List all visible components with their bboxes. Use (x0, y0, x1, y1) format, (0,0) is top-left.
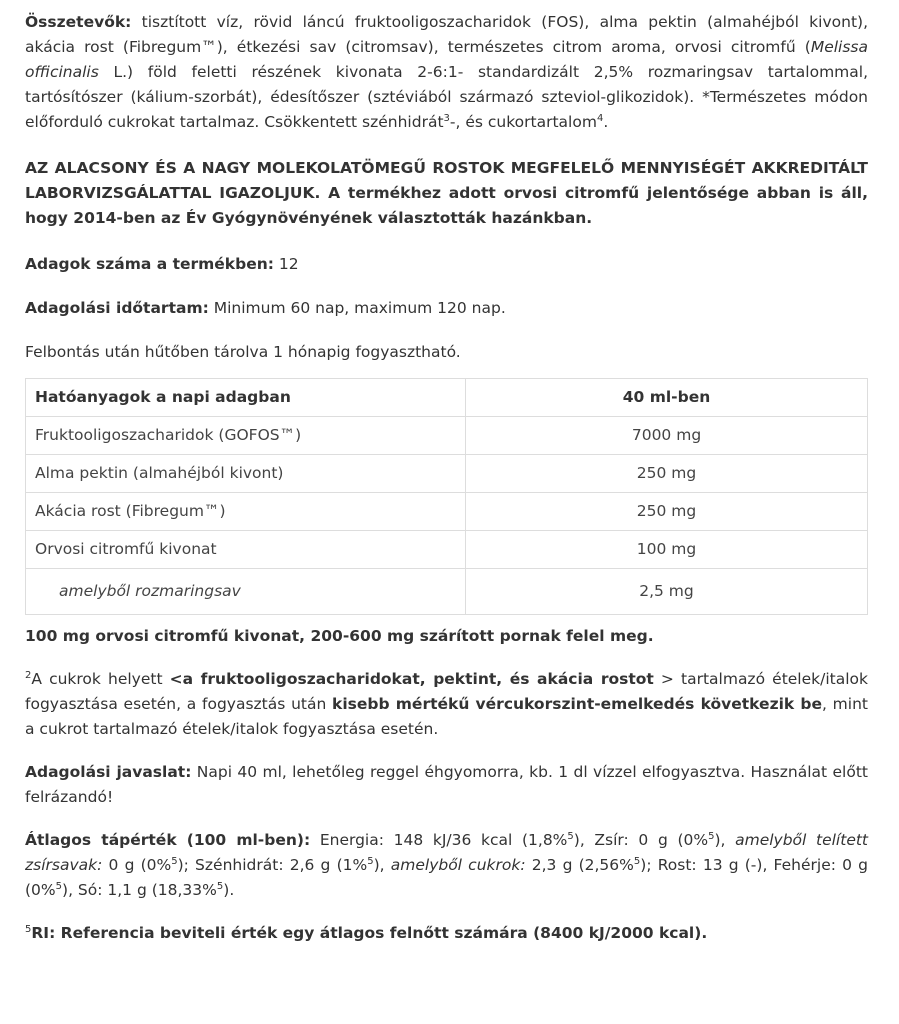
table-cell-value: 250 mg (466, 455, 868, 493)
footnote-5-text: RI: Referencia beviteli érték egy átlagos felnőtt számára (8400 kJ/2000 kcal). (31, 924, 708, 942)
table-row (26, 417, 868, 455)
active-ingredients-table (25, 378, 868, 615)
dosage-paragraph (25, 760, 868, 810)
duration-value: Minimum 60 nap, maximum 120 nap. (208, 299, 506, 317)
table-header-value: 40 ml-ben (466, 379, 868, 417)
footnote-ref-5: 5 (633, 855, 641, 867)
footnote-ref-3: 3 (443, 112, 450, 124)
servings-line (25, 252, 868, 277)
footnote-ref-5: 5 (171, 855, 178, 867)
footnote-ref-4: 4 (596, 112, 604, 124)
lab-statement (25, 156, 868, 231)
nutrition-text: ). (223, 881, 235, 899)
nutrition-italic: amelyből cukrok: (390, 856, 526, 874)
footnote-ref-5: 5 (216, 880, 224, 892)
table-cell-value: 2,5 mg (466, 569, 868, 615)
nutrition-text: ), Zsír: 0 g (0% (573, 831, 709, 849)
nutrition-text: 0 g (0% (102, 856, 172, 874)
nutrition-text: ), Só: 1,1 g (18,33% (62, 881, 217, 899)
footnote-ref-5: 5 (567, 830, 574, 842)
table-header-row (26, 379, 868, 417)
footnote-2 (25, 667, 868, 742)
footnote-2-text-3: , mint a cukrot tartalmazó ételek/italok fogyasztása esetén. (25, 695, 868, 738)
footnote-5 (25, 921, 868, 946)
footnote-2-marker: 2 (25, 669, 32, 681)
footnote-2-bold-1: <a fruktooligoszacharidokat, pektint, és akácia rostot (169, 670, 654, 688)
table-cell-value: 100 mg (466, 531, 868, 569)
ingredients-label: Összetevők: (25, 13, 132, 31)
footnote-2-text-1: A cukrok helyett (31, 670, 170, 688)
table-cell-name: Fruktooligoszacharidok (GOFOS™) (26, 417, 466, 455)
footnote-ref-5: 5 (367, 855, 374, 867)
ingredients-text-3: -, és cukortartalom (449, 113, 597, 131)
table-row (26, 569, 868, 615)
table-cell-name: amelyből rozmaringsav (26, 569, 466, 615)
table-row (26, 531, 868, 569)
dosage-text: Napi 40 ml, lehetőleg reggel éhgyomorra, kb. 1 dl vízzel elfogyasztva. Használat előtt felrázandó! (25, 763, 868, 806)
nutrition-text: ); Szénhidrát: 2,6 g (1% (177, 856, 368, 874)
nutrition-text: ), (373, 856, 391, 874)
table-cell-value: 7000 mg (466, 417, 868, 455)
table-row (26, 455, 868, 493)
table-cell-value: 250 mg (466, 493, 868, 531)
ingredients-paragraph (25, 10, 868, 135)
lab-statement-text: AZ ALACSONY ÉS A NAGY MOLEKOLATÖMEGŰ ROSTOK MEGFELELŐ MENNYISÉGÉT AKKREDITÁLT LABORVIZSGÁLATTAL IGAZOLJUK. A termékhez adott orvosi citromfű jelentősége abban is áll, hogy 2014-ben az Év Gyógynövényének választották hazánkban. (25, 159, 868, 227)
servings-value: 12 (273, 255, 299, 273)
table-cell-name: Akácia rost (Fibregum™) (26, 493, 466, 531)
duration-line (25, 296, 868, 321)
ingredients-text-1: tisztított víz, rövid láncú fruktooligoszacharidok (FOS), alma pektin (almahéjból kivont), akácia rost (Fibregum™), étkezési sav (citromsav), természetes citrom aroma, orvosi citromfű ( (25, 13, 868, 56)
dosage-label: Adagolási javaslat: (25, 763, 192, 781)
table-header-name: Hatóanyagok a napi adagban (26, 379, 466, 417)
footnote-ref-5: 5 (708, 830, 715, 842)
ingredients-latin-name: Melissa officinalis (25, 38, 868, 81)
extract-note (25, 624, 868, 649)
nutrition-italic: amelyből telített zsírsavak: (25, 831, 869, 874)
nutrition-paragraph (25, 828, 868, 903)
ingredients-text-4: . (603, 113, 609, 131)
extract-note-text: 100 mg orvosi citromfű kivonat, 200-600 mg szárított pornak felel meg. (25, 627, 654, 645)
table-cell-name: Orvosi citromfű kivonat (26, 531, 466, 569)
duration-label: Adagolási időtartam: (25, 299, 209, 317)
servings-label: Adagok száma a termékben: (25, 255, 274, 273)
footnote-5-marker: 5 (25, 923, 32, 935)
nutrition-text: Energia: 148 kJ/36 kcal (1,8% (310, 831, 568, 849)
ingredients-text-2: L.) föld feletti részének kivonata 2-6:1- standardizált 2,5% rozmaringsav tartalommal, tartósítószer (kálium-szorbát), édesítőszer (sztéviából származó szteviol-glikozidok). *Természetes módon előforduló cukrokat tartalmaz. Csökkentett szénhidrát (25, 63, 868, 131)
footnote-2-bold-2: kisebb mértékű vércukorszint-emelkedés következik be (332, 695, 823, 713)
storage-line: Felbontás után hűtőben tárolva 1 hónapig fogyasztható. (25, 343, 461, 361)
nutrition-text: ); Rost: 13 g (-), Fehérje: 0 g (0% (25, 856, 869, 899)
footnote-ref-5: 5 (55, 880, 63, 892)
table-row (26, 493, 868, 531)
nutrition-text: ), (714, 831, 736, 849)
nutrition-text: 2,3 g (2,56% (525, 856, 634, 874)
nutrition-label: Átlagos tápérték (100 ml-ben): (25, 831, 311, 849)
table-cell-name: Alma pektin (almahéjból kivont) (26, 455, 466, 493)
footnote-2-text-2: > tartalmazó ételek/italok fogyasztása esetén, a fogyasztás után (25, 670, 868, 713)
